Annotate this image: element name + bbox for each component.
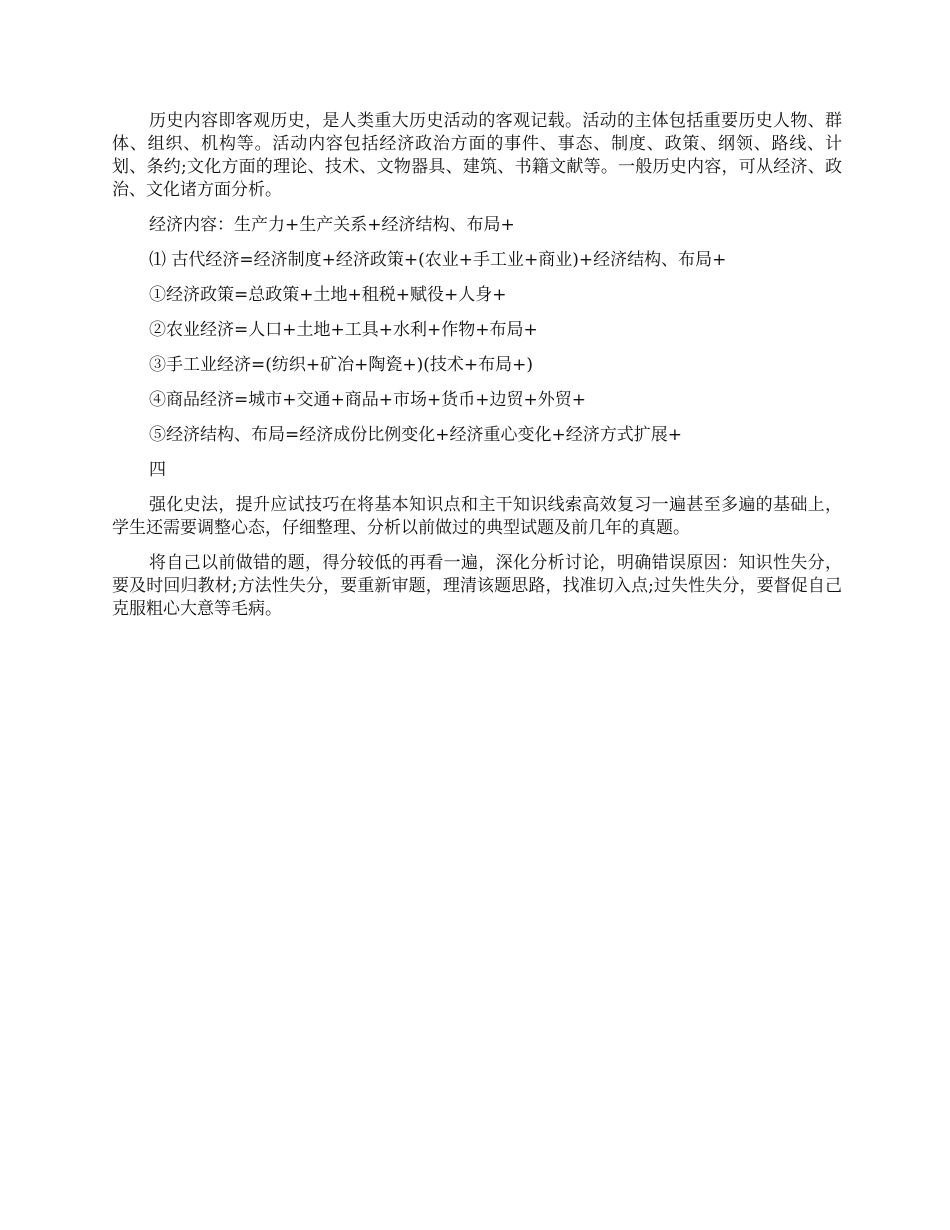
paragraph-economic-content: 经济内容：生产力+生产关系+经济结构、布局+: [149, 215, 515, 235]
paragraph-economic-policy: ①经济政策=总政策+土地+租税+赋役+人身+: [149, 285, 507, 305]
paragraph-agricultural-economy: ②农业经济=人口+土地+工具+水利+作物+布局+: [149, 320, 538, 340]
paragraph-error-review: 将自己以前做错的题，得分较低的再看一遍，深化分析讨论，明确错误原因：知识性失分，要及时回归教材;方法性失分，要重新审题，理清该题思路，找准切入点;过失性失分，要督促自己克服粗心大意等毛病。: [112, 553, 842, 619]
paragraph-handicraft-economy: ③手工业经济=(纺织+矿冶+陶瓷+)(技术+布局+): [149, 355, 533, 375]
paragraph-economic-structure: ⑤经济结构、布局=经济成份比例变化+经济重心变化+经济方式扩展+: [149, 425, 682, 445]
paragraph-history-content: 历史内容即客观历史，是人类重大历史活动的客观记载。活动的主体包括重要历史人物、群体、组织、机构等。活动内容包括经济政治方面的事件、事态、制度、政策、纲领、路线、计划、条约;文化方面的理论、技术、文物器具、建筑、书籍文献等。一般历史内容，可从经济、政治、文化诸方面分析。: [112, 111, 842, 200]
paragraph-ancient-economy: ⑴ 古代经济=经济制度+经济政策+(农业+手工业+商业)+经济结构、布局+: [149, 250, 727, 270]
document-body: [112, 110, 842, 633]
paragraph-commodity-economy: ④商品经济=城市+交通+商品+市场+货币+边贸+外贸+: [149, 390, 586, 410]
paragraph-exam-techniques: 强化史法，提升应试技巧在将基本知识点和主干知识线索高效复习一遍甚至多遍的基础上，学生还需要调整心态，仔细整理、分析以前做过的典型试题及前几年的真题。: [112, 495, 842, 538]
section-heading-four: 四: [149, 460, 166, 480]
